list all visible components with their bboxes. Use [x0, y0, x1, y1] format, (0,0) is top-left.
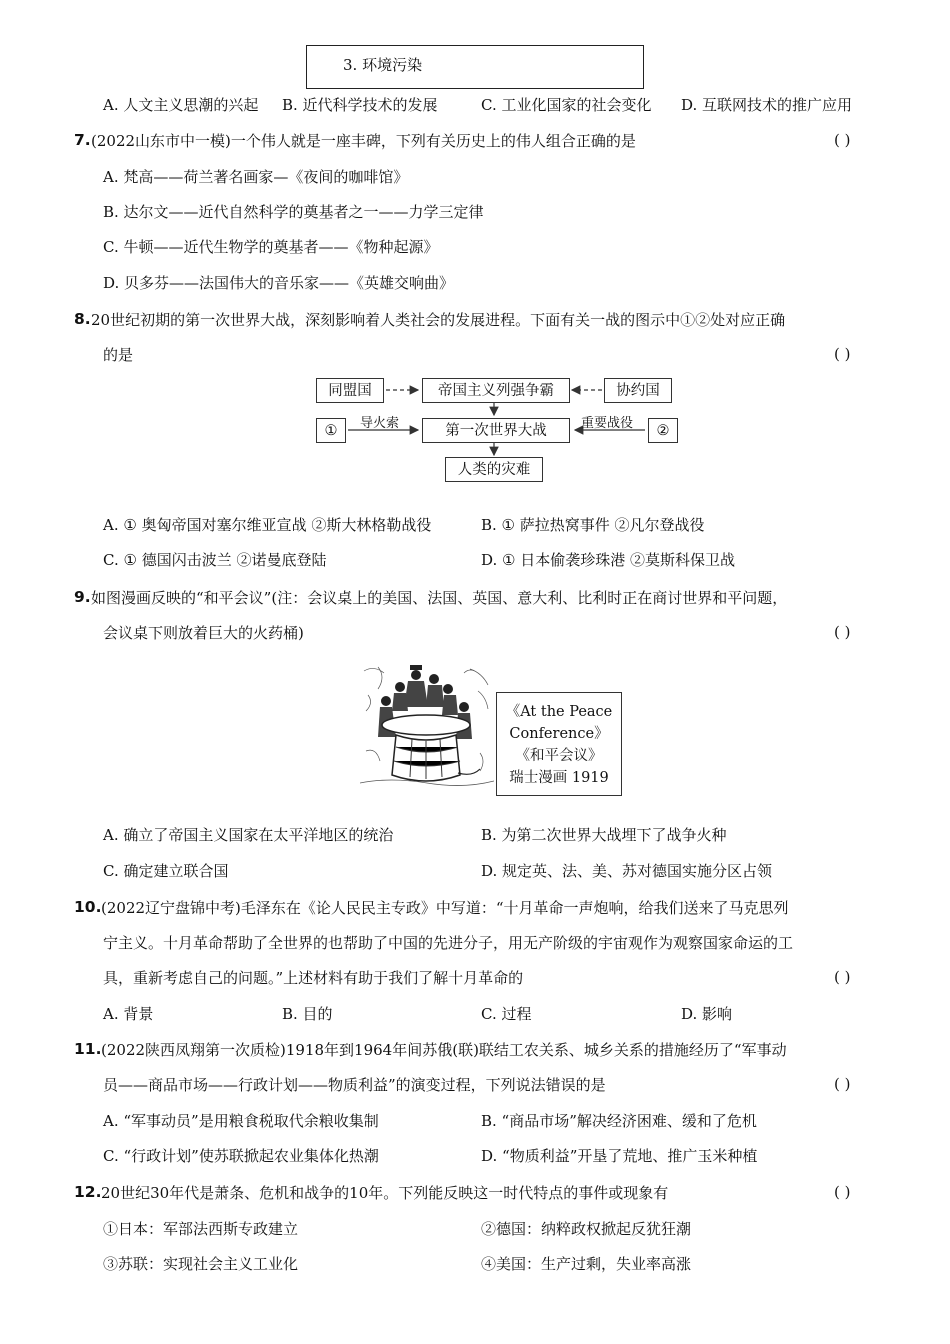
q9-option-d[interactable]: D. 规定英、法、美、苏对德国实施分区占领: [481, 862, 773, 880]
caption-line-3: 《和平会议》: [515, 748, 603, 764]
caption-line-4: 瑞士漫画 1919: [509, 770, 609, 786]
q7-option-a[interactable]: A. 梵高——荷兰著名画家—《夜间的咖啡馆》: [103, 168, 409, 186]
q12-answer-blank[interactable]: ( ): [834, 1183, 851, 1201]
peace-conference-cartoon: [360, 661, 494, 793]
diagram-central-powers: 同盟国: [316, 378, 384, 403]
q11-option-a[interactable]: A. “军事动员”是用粮食税取代余粮收集制: [103, 1112, 379, 1130]
q8-stem-line1: 20世纪初期的第一次世界大战，深刻影响着人类社会的发展进程。下面有关一战的图示中①②处对应正确: [91, 311, 786, 329]
diagram-ww1: 第一次世界大战: [422, 418, 570, 443]
q8-option-c[interactable]: C. ① 德国闪击波兰 ②诺曼底登陆: [103, 551, 327, 569]
q10-stem-line1: (2022辽宁盘锦中考)毛泽东在《论人民民主专政》中写道：“十月革命一声炮响，给我们送来了马克思列: [101, 899, 789, 917]
q9-stem-line2: 会议桌下则放着巨大的火药桶): [103, 624, 304, 642]
q11-stem-line2: 员——商品市场——行政计划——物质利益”的演变过程，下列说法错误的是: [103, 1076, 606, 1094]
q9-answer-blank[interactable]: ( ): [834, 623, 851, 641]
q9-stem-line1: 如图漫画反映的“和平会议”(注：会议桌上的美国、法国、英国、意大利、比利时正在商讨世界和平问题，: [91, 589, 788, 607]
q9-option-a[interactable]: A. 确立了帝国主义国家在太平洋地区的统治: [103, 826, 394, 844]
q8-number: 8.: [74, 310, 91, 328]
q10-option-d[interactable]: D. 影响: [681, 1005, 733, 1023]
q10-number: 10.: [74, 898, 102, 916]
diagram-label-battles: 重要战役: [581, 416, 634, 431]
q8-option-d[interactable]: D. ① 日本偷袭珍珠港 ②莫斯科保卫战: [481, 551, 736, 569]
q11-stem-line1: (2022陕西凤翔第一次质检)1918年到1964年间苏俄(联)联结工农关系、城乡关系的措施经历了“军事动: [101, 1041, 787, 1059]
q9-option-c[interactable]: C. 确定建立联合国: [103, 862, 229, 880]
q12-item-3: ③苏联：实现社会主义工业化: [103, 1255, 299, 1273]
q7-answer-blank[interactable]: ( ): [834, 131, 851, 149]
q10-option-c[interactable]: C. 过程: [481, 1005, 532, 1023]
diagram-entente: 协约国: [604, 378, 672, 403]
q11-option-c[interactable]: C. “行政计划”使苏联掀起农业集体化热潮: [103, 1147, 379, 1165]
q10-option-a[interactable]: A. 背景: [103, 1005, 154, 1023]
diagram-human-disaster: 人类的灾难: [445, 457, 543, 482]
q11-option-b[interactable]: B. “商品市场”解决经济困难、缓和了危机: [481, 1112, 757, 1130]
caption-line-1: 《At the Peace: [505, 704, 613, 720]
q7-option-b[interactable]: B. 达尔文——近代自然科学的奠基者之一——力学三定律: [103, 203, 484, 221]
q11-number: 11.: [74, 1040, 102, 1058]
q7-option-c[interactable]: C. 牛顿——近代生物学的奠基者——《物种起源》: [103, 238, 439, 256]
q12-item-1: ①日本：军部法西斯专政建立: [103, 1220, 299, 1238]
q7-stem: (2022山东市中一模)一个伟人就是一座丰碑，下列有关历史上的伟人组合正确的是: [91, 132, 636, 150]
q10-stem-line3: 具，重新考虑自己的问题。”上述材料有助于我们了解十月革命的: [103, 969, 524, 987]
q12-item-2: ②德国：纳粹政权掀起反犹狂潮: [481, 1220, 692, 1238]
q10-stem-line2: 宁主义。十月革命帮助了全世界的也帮助了中国的先进分子，用无产阶级的宇宙观作为观察国家命运的工: [103, 934, 794, 952]
diagram-blank-2: ②: [648, 418, 678, 443]
diagram-imperial-rivalry: 帝国主义列强争霸: [422, 378, 570, 403]
q9-number: 9.: [74, 588, 91, 606]
q6-option-a[interactable]: A. 人文主义思潮的兴起: [103, 96, 259, 114]
q8-answer-blank[interactable]: ( ): [834, 345, 851, 363]
cartoon-image: [360, 661, 494, 793]
q12-item-4: ④美国：生产过剩，失业率高涨: [481, 1255, 692, 1273]
top-box-text: 3. 环境污染: [343, 56, 423, 74]
diagram-blank-1: ①: [316, 418, 346, 443]
q8-option-b[interactable]: B. ① 萨拉热窝事件 ②凡尔登战役: [481, 516, 705, 534]
q11-answer-blank[interactable]: ( ): [834, 1075, 851, 1093]
q12-stem: 20世纪30年代是萧条、危机和战争的10年。下列能反映这一时代特点的事件或现象有: [101, 1184, 669, 1202]
q10-option-b[interactable]: B. 目的: [282, 1005, 333, 1023]
caption-line-2: Conference》: [509, 726, 609, 742]
q10-answer-blank[interactable]: ( ): [834, 968, 851, 986]
q7-number: 7.: [74, 131, 91, 149]
diagram-label-trigger: 导火索: [360, 416, 400, 431]
q11-option-d[interactable]: D. “物质利益”开垦了荒地、推广玉米种植: [481, 1147, 758, 1165]
q12-number: 12.: [74, 1183, 102, 1201]
q6-option-b[interactable]: B. 近代科学技术的发展: [282, 96, 438, 114]
q8-option-a[interactable]: A. ① 奥匈帝国对塞尔维亚宣战 ②斯大林格勒战役: [103, 516, 432, 534]
q8-stem-line2: 的是: [103, 346, 134, 364]
q6-option-c[interactable]: C. 工业化国家的社会变化: [481, 96, 652, 114]
q6-option-d[interactable]: D. 互联网技术的推广应用: [681, 96, 853, 114]
q9-option-b[interactable]: B. 为第二次世界大战埋下了战争火种: [481, 826, 727, 844]
cartoon-caption: [496, 692, 622, 796]
q7-option-d[interactable]: D. 贝多芬——法国伟大的音乐家——《英雄交响曲》: [103, 274, 455, 292]
